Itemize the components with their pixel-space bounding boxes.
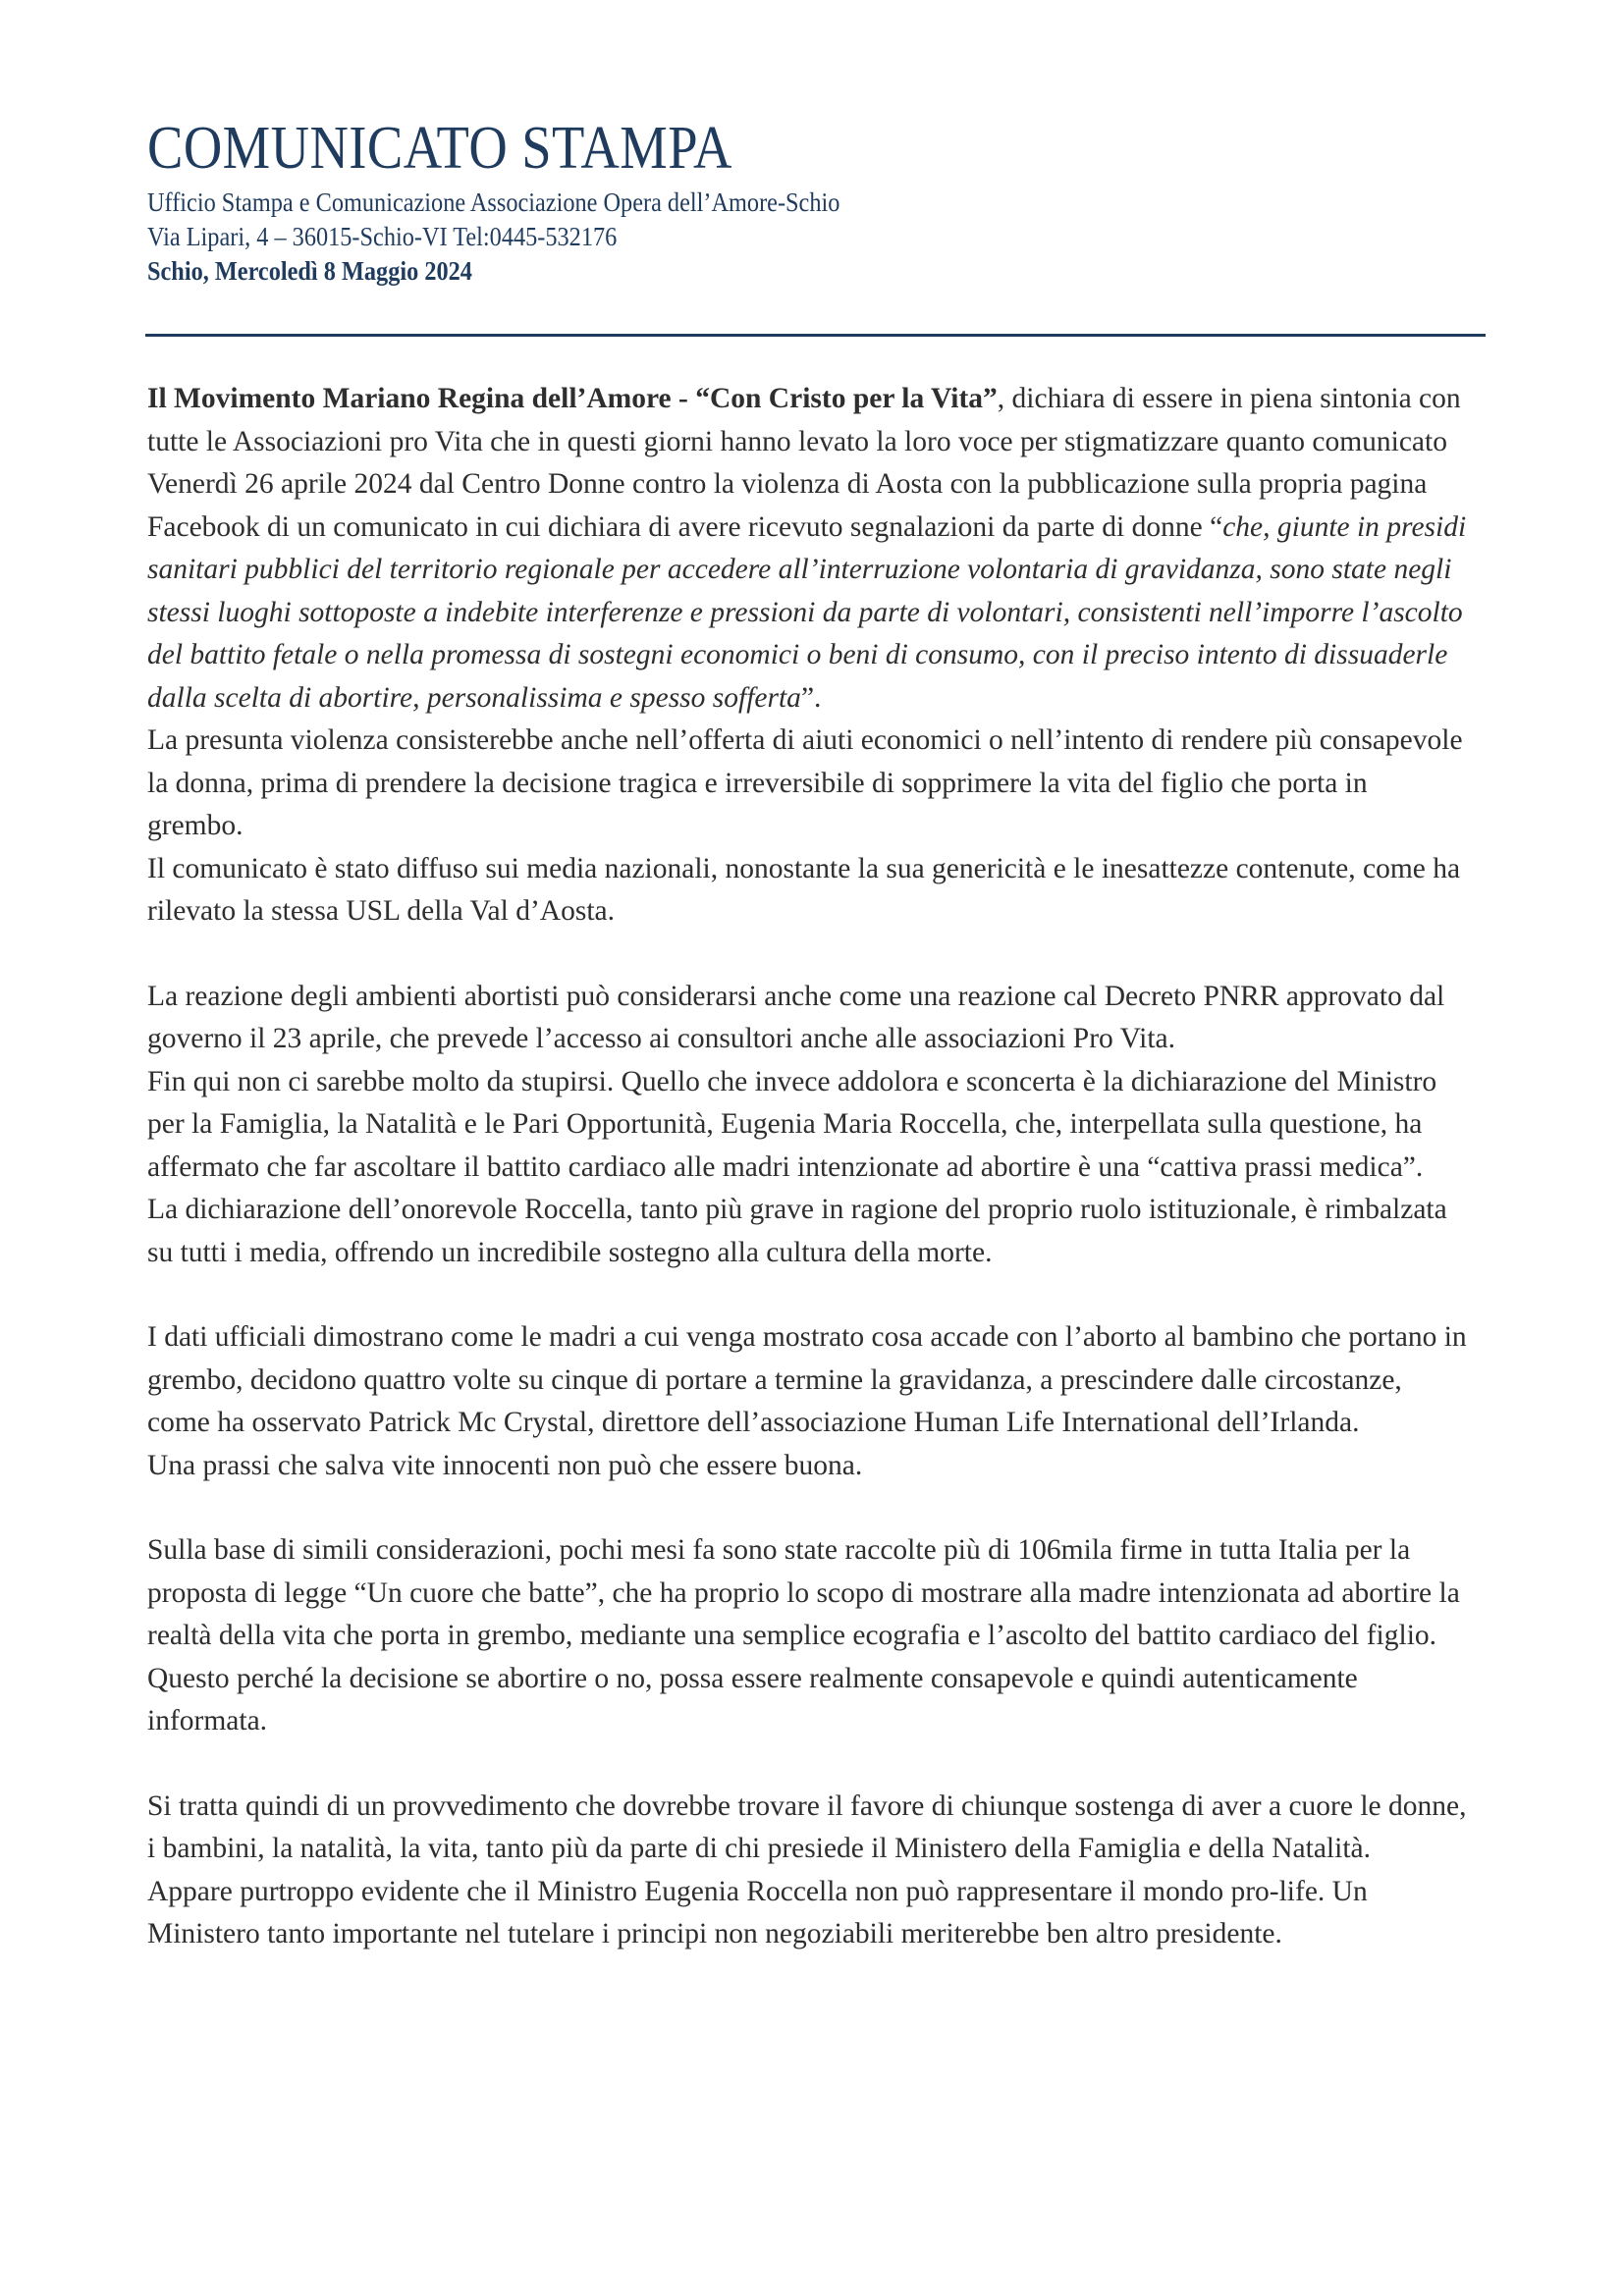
paragraph-spacer	[147, 934, 1468, 976]
paragraph-6: La dichiarazione dell’onorevole Roccella, tanto più grave in ragione del proprio ruolo istituzionale, è rimbalzata su tutti i media, offrendo un incredibile sostegno alla cultura della morte.	[147, 1194, 1447, 1268]
date-line: Schio, Mercoledì 8 Maggio 2024	[147, 256, 472, 287]
letterhead	[147, 115, 1483, 290]
paragraph-1-text: , dichiara di essere in piena sintonia con tutte le Associazioni pro Vita che in questi giorni hanno levato la loro voce per stigmatizzare quanto comunicato Venerdì 26 aprile 2024 dal Centro Donne contro la violenza di Aosta con la pubblicazione sulla propria pagina Facebook di un comunicato in cui dichiara di avere ricevuto segnalazioni da parte di donne “	[147, 383, 1461, 543]
paragraph-5: Fin qui non ci sarebbe molto da stupirsi. Quello che invece addolora e sconcerta è la dichiarazione del Ministro per la Famiglia, la Natalità e le Pari Opportunità, Eugenia Maria Roccella, che, interpellata sulla questione, ha affermato che far ascoltare il battito cardiaco alle madri intenzionate ad abortire è una “cattiva prassi medica”.	[147, 1065, 1437, 1183]
paragraph-8: Una prassi che salva vite innocenti non può che essere buona.	[147, 1449, 863, 1481]
paragraph-2: La presunta violenza consisterebbe anche nell’offerta di aiuti economici o nell’intento di rendere più consapevole la donna, prima di prendere la decisione tragica e irreversibile di sopprimere la vita del figlio che porta in grembo.	[147, 724, 1463, 841]
quoted-statement-italic: che, giunte in presidi sanitari pubblici del territorio regionale per accedere all’interruzione volontaria di gravidanza, sono state negli stessi luoghi sottoposte a indebite interferenze e pressioni da parte di volontari, consistenti nell’imporre l’ascolto del battito fetale o nella promessa di sostegni economici o beni di consumo, con il preciso intento di dissuaderle dalla scelta di abortire, personalissima e spesso sofferta	[147, 510, 1467, 714]
paragraph-9: Sulla base di simili considerazioni, pochi mesi fa sono state raccolte più di 106mila firme in tutta Italia per la proposta di legge “Un cuore che batte”, che ha proprio lo scopo di mostrare alla madre intenzionata ad abortire la realtà della vita che porta in grembo, mediante una semplice ecografia e l’ascolto del battito cardiaco del figlio.	[147, 1534, 1460, 1651]
paragraph-11: Si tratta quindi di un provvedimento che dovrebbe trovare il favore di chiunque sostenga di aver a cuore le donne, i bambini, la natalità, la vita, tanto più da parte di chi presiede il Ministero della Famiglia e della Natalità.	[147, 1789, 1467, 1864]
press-office-line: Ufficio Stampa e Comunicazione Associazione Opera dell’Amore-Schio	[147, 187, 840, 218]
address-line: Via Lipari, 4 – 36015-Schio-VI Tel:0445-532176	[147, 222, 618, 252]
paragraph-4: La reazione degli ambienti abortisti può considerarsi anche come una reazione cal Decreto PNRR approvato dal governo il 23 aprile, che prevede l’accesso ai consultori anche alle associazioni Pro Vita.	[147, 980, 1445, 1054]
paragraph-10: Questo perché la decisione se abortire o no, possa essere realmente consapevole e quindi autenticamente informata.	[147, 1662, 1358, 1736]
paragraph-12: Appare purtroppo evidente che il Ministro Eugenia Roccella non può rappresentare il mondo pro-life. Un Ministero tanto importante nel tutelare i principi non negoziabili meriterebbe ben altro presidente.	[147, 1875, 1368, 1949]
paragraph-1	[147, 378, 1468, 720]
header-divider	[145, 334, 1486, 337]
paragraph-spacer	[147, 1487, 1468, 1529]
quote-closing-punctuation: ”.	[800, 681, 822, 714]
page-title: COMUNICATO STAMPA	[147, 115, 732, 182]
paragraph-7: I dati ufficiali dimostrano come le madri a cui venga mostrato cosa accade con l’aborto al bambino che portano in grembo, decidono quattro volte su cinque di portare a termine la gravidanza, a prescindere dalle circostanze, come ha osservato Patrick Mc Crystal, direttore dell’associazione Human Life International dell’Irlanda.	[147, 1321, 1467, 1438]
paragraph-spacer	[147, 1274, 1468, 1316]
paragraph-spacer	[147, 1743, 1468, 1786]
body-copy	[147, 378, 1468, 1956]
paragraph-3: Il comunicato è stato diffuso sui media nazionali, nonostante la sua genericità e le inesattezze contenute, come ha rilevato la stessa USL della Val d’Aosta.	[147, 852, 1461, 927]
lead-bold-text: Il Movimento Mariano Regina dell’Amore - “Con Cristo per la Vita”	[147, 383, 998, 414]
